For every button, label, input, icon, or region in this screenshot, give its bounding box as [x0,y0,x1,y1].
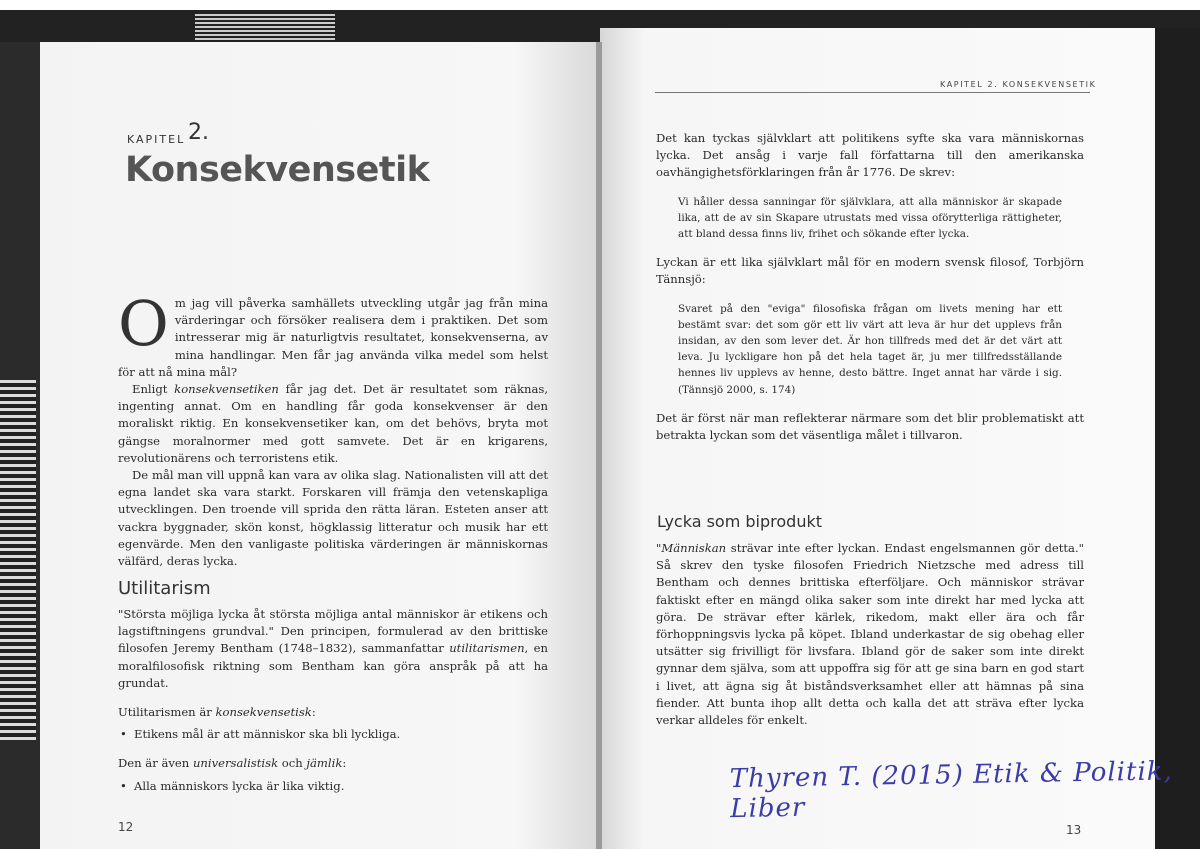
book-spine [596,42,602,849]
declaration-paragraph: Det kan tyckas självklart att politikens syfte ska vara människornas lycka. Det ansåg i varje fall författarna till den amerikanska oavhängighetsförklaringen från år 1776. De skrev: [656,131,1084,180]
scan-right-border [1155,28,1200,849]
chapter-title: Konsekvensetik [125,150,430,190]
right-main-text [656,130,1084,444]
declaration-quote: Vi håller dessa sanningar för självklara, att alla människor är skapade lika, att de av sin Skapare utrustats med vissa oförytterliga rättigheter, att bland dessa finns liv, frihet och sökande efter lycka. [678,195,1062,241]
intro-paragraph [118,287,548,381]
utilitarism-section [118,606,548,795]
lycka-section [656,540,1084,729]
term-konsekvensetiken: konsekvensetiken [174,382,279,397]
kapitel-number: 2. [188,120,209,145]
lycka-heading: Lycka som biprodukt [657,512,822,531]
konsekvensetisk-line: Utilitarismen är konsekvensetisk: [118,705,316,720]
nietzsche-paragraph: "Människan strävar inte efter lyckan. Endast engelsmannen gör detta." Så skrev den tyske filosofen Friedrich Nietzsche med adress till Bentham och dennes brittiska efterföljare. Och människor strävar faktiskt efter en mängd olika saker som inte direkt har med lycka att göra. De strävar efter kärlek, rikedom, makt eller ära och får förhoppningsvis lycka på köpet. Ibland underkastar de sig obehag eller utsätter sig frivilligt för livsfara. Ibland gör de saker som inte direkt gynnar dem själva, som att uppoffra sig för att ge sina barn en god start i livet, att ägna sig åt biståndsverksamhet eller att hämnas på sina fiender. Att bunta ihop allt detta och kalla det att sträva efter lycka verkar alldeles för enkelt. [656,541,1084,728]
scan-top-white-edge [0,0,1200,10]
running-head-rule [655,92,1090,93]
term-utilitarismen: utilitarismen [449,641,525,656]
goals-paragraph: De mål man vill uppnå kan vara av olika slag. Nationalisten vill att det egna landet ska vara starkt. Forskaren vill främja den vetenskapliga utvecklingen. Den troende vill sprida den rätta läran. Esteten anser att vackra byggnader, skön konst, högklassig litteratur och musik har ett egenvärde. Men den vanligaste politiska värderingen är människornas välfärd, deras lycka. [118,468,548,569]
list-item: • Alla människors lycka är lika viktig. [118,778,548,795]
handwritten-citation: Thyren T. (2015) Etik & Politik, Liber [729,756,1174,825]
left-intro-text [118,287,548,570]
bentham-paragraph: "Största möjliga lycka åt största möjliga antal människor är etikens och lagstiftningens grundval." Den principen, formulerad av den brittiske filosofen Jeremy Bentham (1748–1832), sammanfattar utilitarismen, en moralfilosofisk riktning som Bentham kan göra anspråk på att ha grundat. [118,607,548,690]
kapitel-label: KAPITEL [127,133,186,146]
reflection-paragraph: Det är först när man reflekterar närmare som det blir problematiskt att betrakta lyckan som det väsentliga målet i tillvaron. [656,410,1084,443]
running-head: KAPITEL 2. KONSEKVENSETIK [940,80,1097,89]
tannsjo-quote: Svaret på den "eviga" filosofiska frågan om livets mening har ett bestämt svar: det som gör ett liv värt att leva är hur det upplevs från insidan, av den som lever det. Är hon tillfreds med det är det värt att leva. Ju lyckligare hon på det hela taget är, ju mer tillfredsställande hennes liv upplevs av henne, desto bättre. Inget annat har värde i sig. (Tännsjö 2000, s. 174) [678,302,1062,396]
bullet-list-2 [118,778,548,795]
list-item: • Etikens mål är att människor ska bli lyckliga. [118,726,548,743]
bullet-list-1 [118,726,548,743]
scan-artifact-stripes [195,14,335,42]
universalistisk-line: Den är även universalistisk och jämlik: [118,756,347,771]
intro-paragraph-text: m jag vill påverka samhällets utveckling utgår jag från mina värderingar och försöker realisera dem i praktiken. Det som intresserar mig är naturligtvis resultatet, konsekvenserna, av mina handlingar. Men får jag använda vilka medel som helst för att nå mina mål? [118,296,548,379]
tannsjo-paragraph: Lyckan är ett lika självklart mål för en modern svensk filosof, Torbjörn Tännsjö: [656,255,1084,287]
drop-cap: O [118,287,169,360]
konsekvensetik-paragraph: Enligt konsekvensetiken får jag det. Det är resultatet som räknas, ingenting annat. Om en handling får goda konsekvenser är den moraliskt riktig. En konsekvensetiker kan, om det behövs, bryta mot gängse moralnormer med gott samvete. Det är en krigarens, revolutionärens och terroristens etik. [118,382,548,465]
page-number-right: 13 [1066,823,1082,837]
scan-artifact-left-stripes [0,380,36,740]
utilitarism-heading: Utilitarism [118,578,211,599]
page-number-left: 12 [118,820,134,834]
